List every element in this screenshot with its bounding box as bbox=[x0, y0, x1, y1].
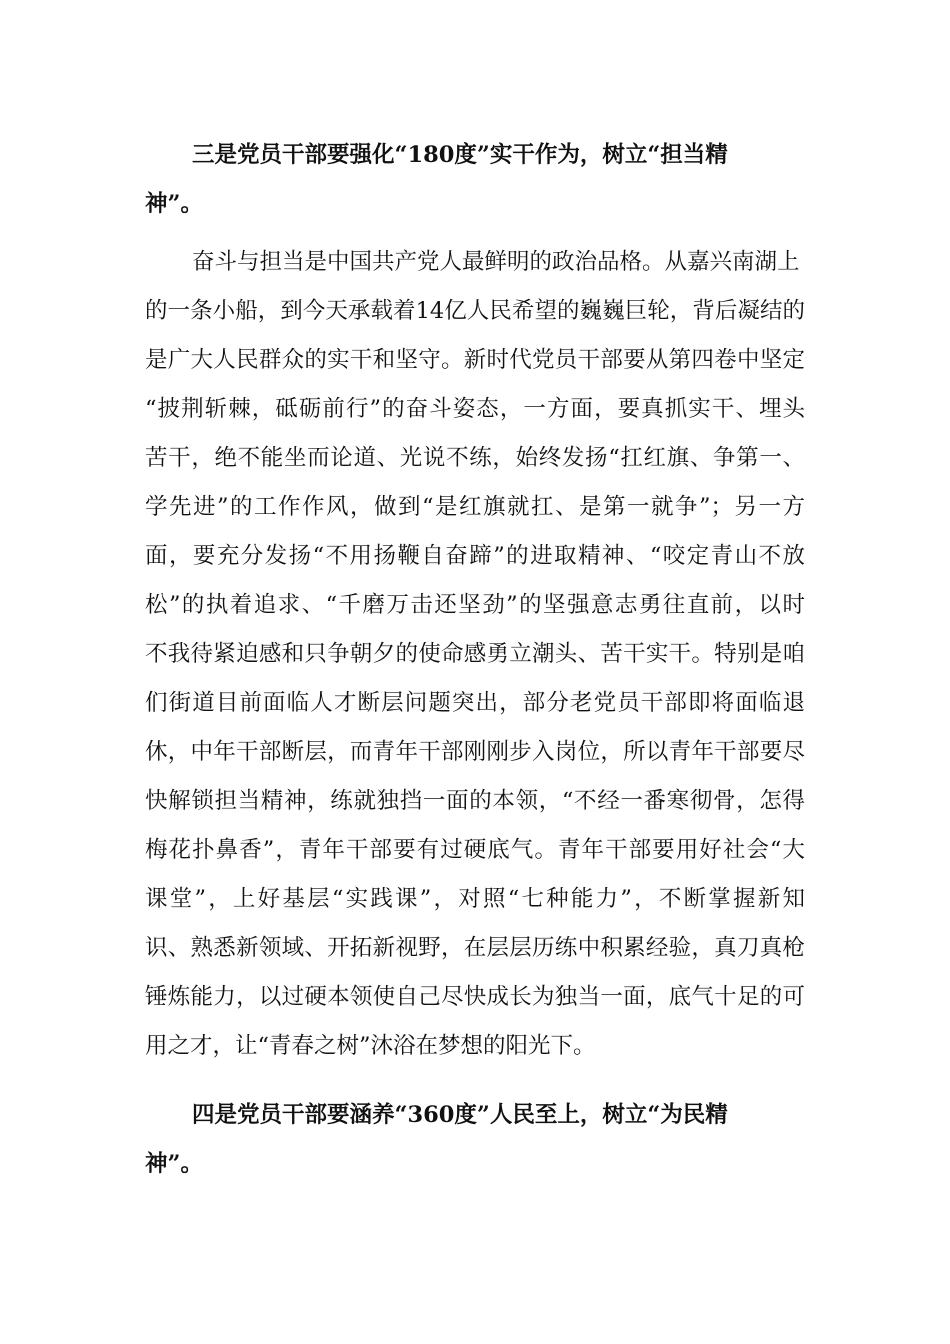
paragraph-line-13: 梅花扑鼻香”，青年干部要有过硬底气。青年干部要用好社会“大 bbox=[145, 837, 805, 863]
paragraph-line-4: “披荆斩棘，砥砺前行”的奋斗姿态，一方面，要真抓实干、埋头 bbox=[145, 396, 805, 422]
paragraph-line-12: 快解锁担当精神，练就独挡一面的本领，“不经一番寒彻骨，怎得 bbox=[145, 788, 805, 814]
paragraph-line-1: 奋斗与担当是中国共产党人最鲜明的政治品格。从嘉兴南湖上 bbox=[192, 249, 800, 275]
paragraph-line-7: 面，要充分发扬“不用扬鞭自奋蹄”的进取精神、“咬定青山不放 bbox=[145, 543, 805, 569]
section-heading-4-line-2: 神”。 bbox=[145, 1151, 203, 1177]
paragraph-line-15: 识、熟悉新领域、开拓新视野，在层层历练中积累经验，真刀真枪 bbox=[145, 935, 805, 961]
paragraph-line-8: 松”的执着追求、“千磨万击还坚劲”的坚强意志勇往直前，以时 bbox=[145, 592, 805, 618]
paragraph-line-6: 学先进”的工作作风，做到“是红旗就扛、是第一就争”；另一方 bbox=[145, 494, 805, 520]
section-heading-4-line-1: 四是党员干部要涵养“360度”人民至上，树立“为民精 bbox=[192, 1102, 728, 1128]
paragraph-line-14: 课堂”，上好基层“实践课”，对照“七种能力”，不断掌握新知 bbox=[145, 886, 805, 912]
paragraph-line-3: 是广大人民群众的实干和坚守。新时代党员干部要从第四卷中坚定 bbox=[145, 347, 805, 373]
section-heading-3-line-1: 三是党员干部要强化“180度”实干作为，树立“担当精 bbox=[192, 142, 728, 168]
paragraph-line-5: 苦干，绝不能坐而论道、光说不练，始终发扬“扛红旗、争第一、 bbox=[145, 445, 805, 471]
paragraph-line-11: 休，中年干部断层，而青年干部刚刚步入岗位，所以青年干部要尽 bbox=[145, 739, 805, 765]
paragraph-line-17: 用之才，让“青春之树”沐浴在梦想的阳光下。 bbox=[145, 1033, 596, 1059]
section-heading-3-line-2: 神”。 bbox=[145, 191, 203, 217]
paragraph-line-9: 不我待紧迫感和只争朝夕的使命感勇立潮头、苦干实干。特别是咱 bbox=[145, 641, 805, 667]
paragraph-line-2: 的一条小船，到今天承载着14亿人民希望的巍巍巨轮，背后凝结的 bbox=[145, 298, 805, 324]
paragraph-line-16: 锤炼能力，以过硬本领使自己尽快成长为独当一面，底气十足的可 bbox=[145, 984, 805, 1010]
paragraph-line-10: 们街道目前面临人才断层问题突出，部分老党员干部即将面临退 bbox=[145, 690, 805, 716]
